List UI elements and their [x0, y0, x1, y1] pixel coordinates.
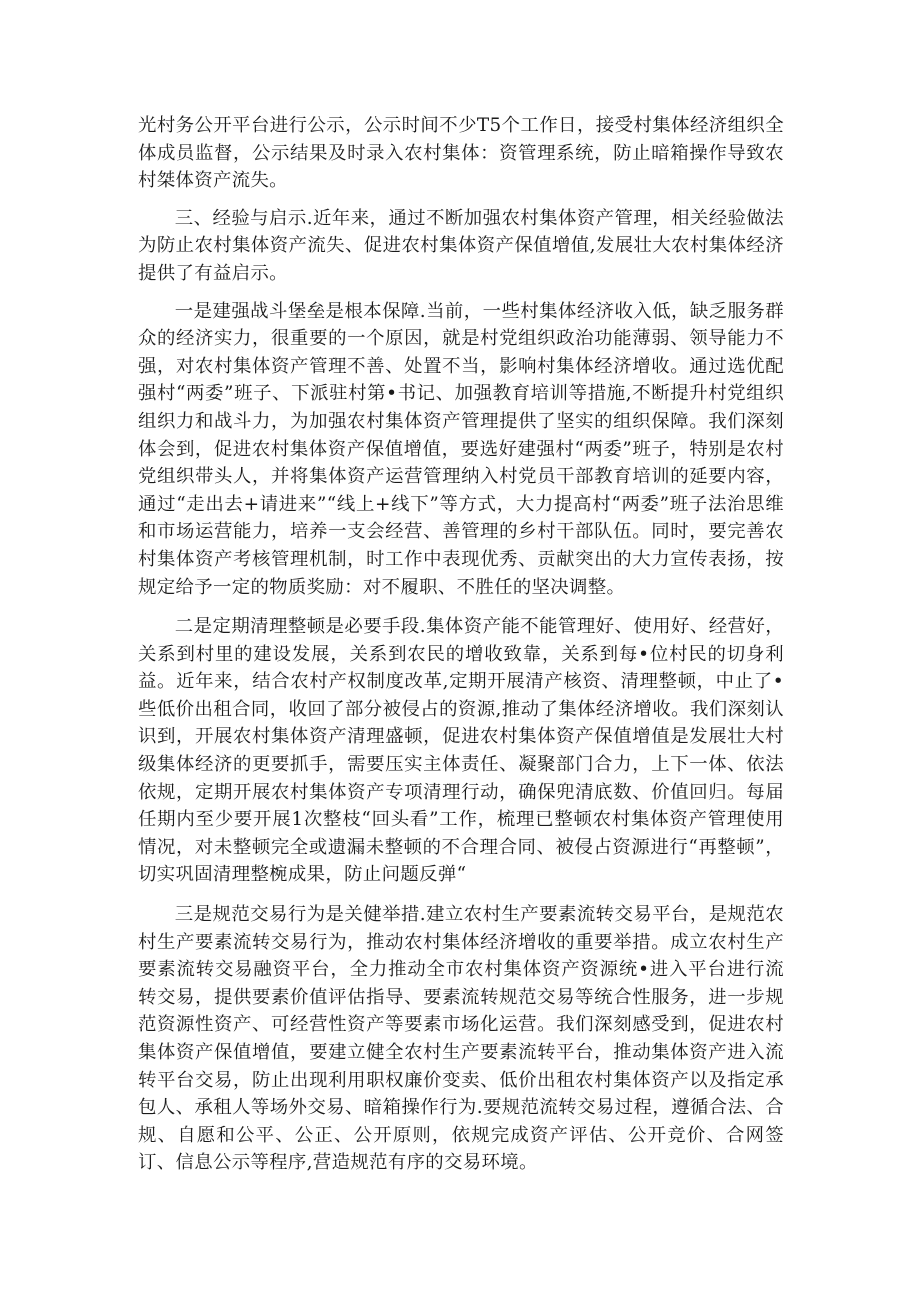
paragraph-publicity-continuation: 光村务公开平台进行公示，公示时间不少T5个工作日，接受村集体经济组织全体成员监督，公示结果及时录入农村集体：资管理系统，防止暗箱操作导致农村桀体资产流失。 [138, 115, 784, 192]
paragraph-point-one: 一是建强战斗堡垒是根本保障.当前，一些村集体经济收入低，缺乏服务群众的经济实力，很重要的一个原因，就是村党组织政治功能薄弱、领导能力不强，对农村集体资产管理不善、处置不当，影响村集体经济增收。通过选优配强村“两委”班子、下派驻村第•书记、加强教育培训等措施,不断提升村党组织组织力和战斗力，为加强农村集体资产管理提供了坚实的组织保障。我们深刻体会到，促进农村集体资产保值增值，要选好建强村“两委”班子，特别是农村党组织带头人，并将集体资产运营管理纳入村党员干部教育培训的延要内容，通过“走出去+请进来”“线上+线下”等方式，大力提高村“两委”班子法治思维和市场运营能力，培养一支会经营、善管理的乡村干部队伍。同时，要完善农村集体资产考核管理机制，时工作中表现优秀、贡献突出的大力宣传表扬，按规定给予一定的物质奖励：对不履职、不胜任的坚决调整。 [138, 300, 784, 598]
paragraph-point-two: 二是定期清理整顿是必要手段.集体资产能不能管理好、使用好、经营好，关系到村里的建设发展，关系到农民的增收致靠，关系到每•位村民的切身利益。近年来，结合农村产权制度改革,定期开展清产核资、清理整顿，中止了•些低价出租合同，收回了部分被侵占的资源,推动了集体经济增收。我们深刻认识到，开展农村集体资产清理盛顿，促进农村集体资产保值增值是发展壮大村级集体经济的更要抓手，需要压实主体责任、凝聚部门合力，上下一体、依法依规，定期开展农村集体资产专项清理行动，确保兜清底数、价值回归。每届任期内至少要开展1次整枝“回头看”工作，梳理已整顿农村集体资产管理使用情况，对未整顿完全或遗漏未整顿的不合理合同、被侵占资源进行“再整顿”，切实巩固清理整椀成果，防止问题反弹“ [138, 616, 784, 886]
paragraph-experience-heading: 三、经验与启示.近年来，通过不断加强农村集体资产管理，相关经验做法为防止农村集体资产流失、促进农村集体资产保值增值,发展壮大农村集体经济提供了有益启示。 [138, 207, 784, 284]
document-body [138, 112, 784, 1177]
paragraph-point-three: 三是规范交易行为是关健举措.建立农村生产要素流转交易平台，是规范农村生产要素流转交易行为，推动农村集体经济增收的重要举措。成立农村生产要素流转交易融资平台，全力推动全市农村集体资产资源统•进入平台进行流转交易，提供要素价值评估指导、要素流转规范交易等统合性服务，进一步规范资源性资产、可经营性资产等要素市场化运营。我们深刻感受到，促进农村集体资产保值增值，要建立健全农村生产要素流转平台，推动集体资产进入流转平台交易，防止出现利用职权廉价变卖、低价出租农村集体资产以及指定承包人、承租人等场外交易、暗箱操作行为.要规范流转交易过程，遵循合法、合规、自愿和公平、公正、公开原则，依规完成资产评估、公开竞价、合网签订、信息公示等程序,营造规范有序的交易环境。 [138, 904, 784, 1174]
